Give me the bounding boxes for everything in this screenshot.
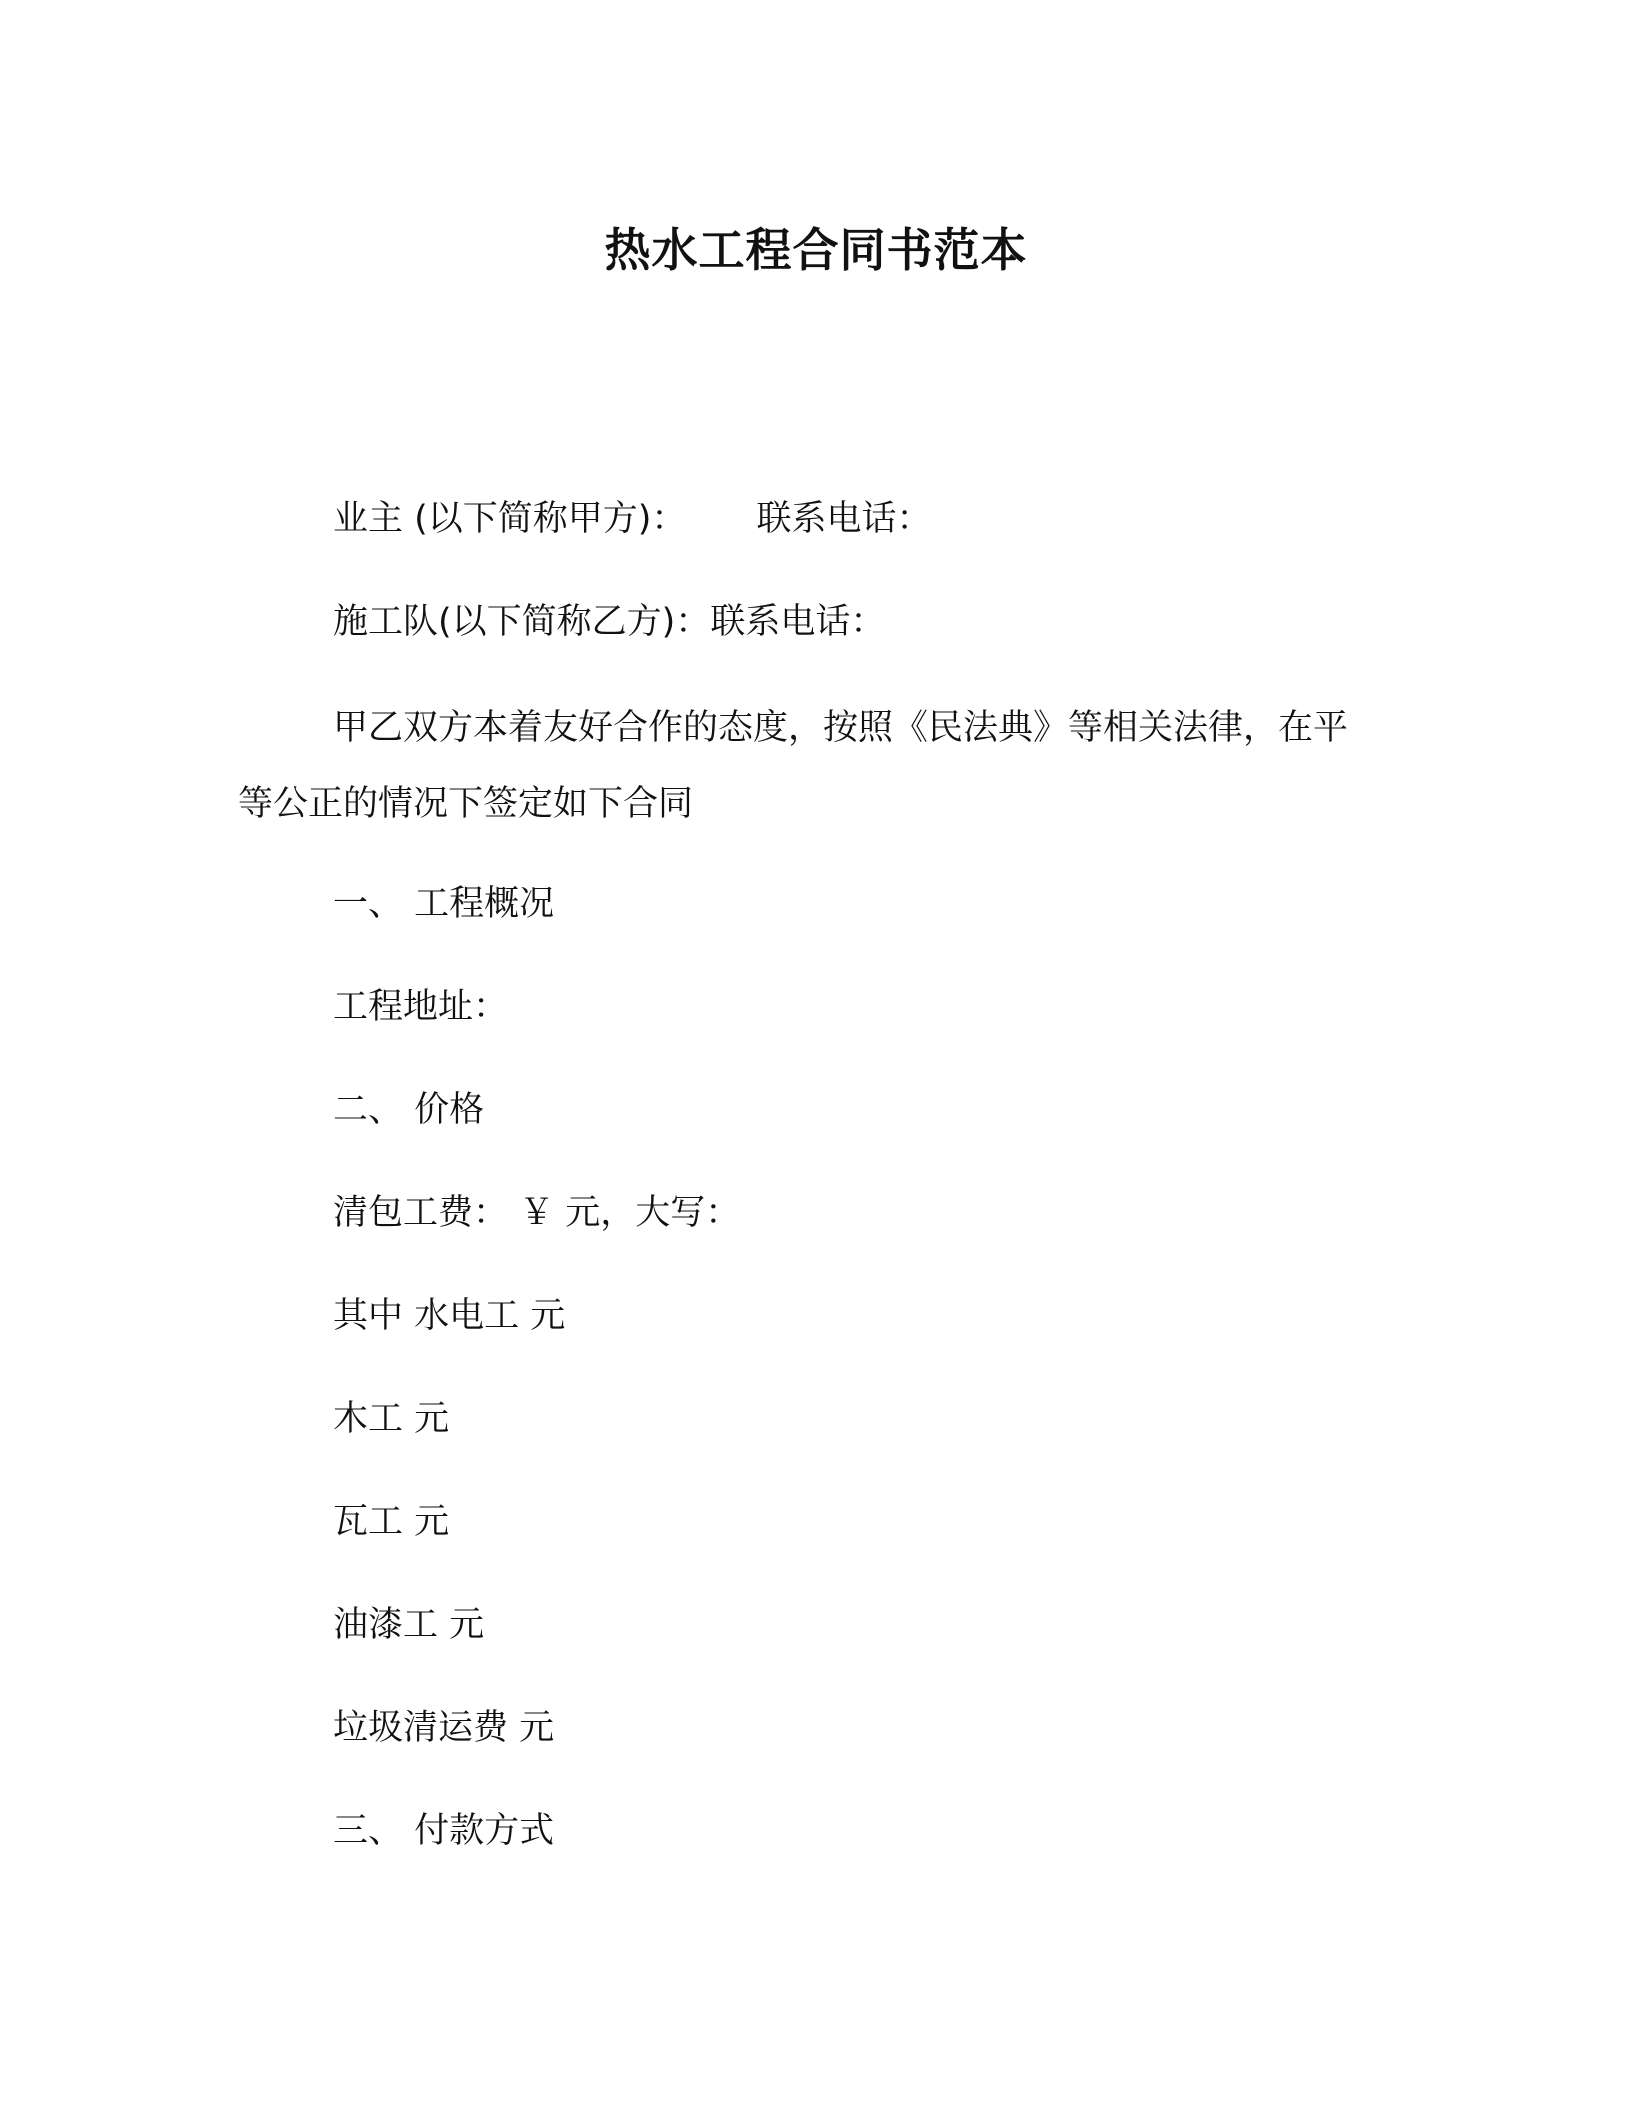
document-title: 热水工程合同书范本 bbox=[604, 223, 1028, 277]
section-2-heading: 二、 价格 bbox=[333, 1090, 485, 1130]
price-item: 其中 水电工 元 bbox=[333, 1296, 566, 1336]
party-a-line bbox=[333, 495, 931, 543]
project-address-label: 工程地址： bbox=[333, 987, 509, 1027]
party-b-line bbox=[333, 598, 885, 646]
party-a-phone-label: 联系电话： bbox=[756, 499, 932, 539]
party-a-label: 业主 (以下简称甲方)： bbox=[333, 499, 687, 539]
party-b-label: 施工队(以下简称乙方)： bbox=[333, 602, 711, 642]
price-item: 垃圾清运费 元 bbox=[333, 1708, 555, 1748]
labor-fee-line: 清包工费： ￥ 元，大写： bbox=[333, 1193, 741, 1233]
section-3-heading: 三、 付款方式 bbox=[333, 1811, 555, 1851]
price-item: 木工 元 bbox=[333, 1399, 450, 1439]
price-item: 油漆工 元 bbox=[333, 1605, 485, 1645]
intro-paragraph: 甲乙双方本着友好合作的态度，按照《民法典》等相关法律，在平等公正的情况下签定如下合同 bbox=[238, 708, 1349, 824]
party-b-phone-label: 联系电话： bbox=[710, 602, 886, 642]
price-item: 瓦工 元 bbox=[333, 1502, 450, 1542]
section-1-heading: 一、 工程概况 bbox=[333, 884, 555, 924]
